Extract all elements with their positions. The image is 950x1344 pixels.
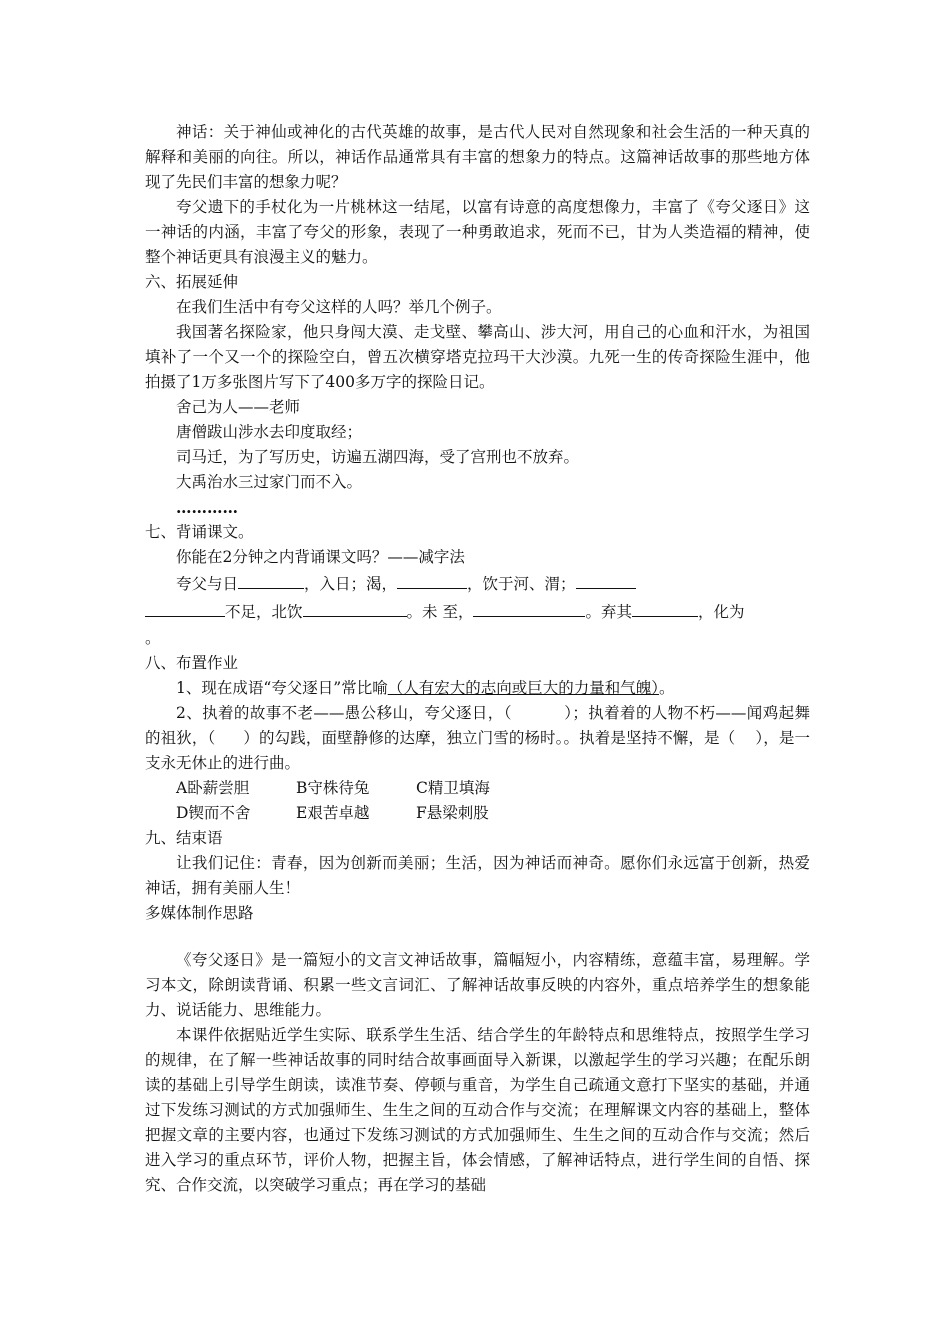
paragraph-multimedia-2: 本课件依据贴近学生实际、联系学生生活、结合学生的年龄特点和思维特点，按照学生学习的规律，在了解一些神话故事的同时结合故事画面导入新课，以激起学生的学习兴趣；在配乐朗读的基础上引导学生朗读，读准节奏、停顿与重音，为学生自己疏通文意打下坚实的基础，并通过下发练习测试的方式加强师生、生生之间的互动合作与交流；在理解课文内容的基础上，整体把握文章的主要内容，也通过下发练习测试的方式加强师生、生生之间的互动合作与交流；然后进入学习的重点环节，评价人物，把握主旨，体会情感，了解神话特点，进行学生间的自悟、探究、合作交流，以突破学习重点；再在学习的基础 <box>145 1026 810 1194</box>
blank-2[interactable] <box>397 574 467 589</box>
section-heading-9: 九、结束语 <box>145 829 223 847</box>
example-sima-qian: 司马迁，为了写历史，访遍五湖四海，受了宫刑也不放弃。 <box>176 448 580 466</box>
example-da-yu: 大禹治水三过家门而不入。 <box>176 473 363 491</box>
homework-1-end: 。 <box>658 679 675 697</box>
option-b: B守株待兔 <box>296 779 370 797</box>
ellipsis: ………… <box>176 498 238 517</box>
homework-2 <box>145 701 810 776</box>
spacer <box>145 926 810 948</box>
option-a: A卧薪尝胆 <box>176 779 250 797</box>
question-7: 你能在2分钟之内背诵课文吗？——减字法 <box>176 548 465 566</box>
blank-3[interactable] <box>576 574 636 589</box>
homework-1-answer: （人有宏大的志向或巨大的力量和气魄） <box>387 679 659 697</box>
example-teacher: 舍己为人——老师 <box>176 398 301 416</box>
example-tang-seng: 唐僧跋山涉水去印度取经； <box>176 423 363 441</box>
paragraph-multimedia-1: 《夸父逐日》是一篇短小的文言文神话故事，篇幅短小，内容精练，意蕴丰富，易理解。学习本文，除朗读背诵、积累一些文言词汇、了解神话故事反映的内容外，重点培养学生的想象能力、说话能力、思维能力。 <box>145 951 810 1019</box>
paragraph-explorer: 我国著名探险家，他只身闯大漠、走戈壁、攀高山、涉大河，用自己的心血和汗水，为祖国填补了一个又一个的探险空白，曾五次横穿塔克拉玛干大沙漠。九死一生的传奇探险生涯中，他拍摄了1万多张图片写下了400多万字的探险日记。 <box>145 323 810 391</box>
options-row-1 <box>145 776 810 801</box>
document-body <box>145 120 810 1198</box>
paragraph-myth-definition: 神话：关于神仙或神化的古代英雄的故事，是古代人民对自然现象和社会生活的一种天真的解释和美丽的向往。所以，神话作品通常具有丰富的想象力的特点。这篇神话故事的那些地方体现了先民们丰富的想象力呢？ <box>145 123 810 191</box>
blank-1[interactable] <box>238 574 304 589</box>
homework-2-text-d: ），是一支永无休止的进行曲。 <box>145 729 810 772</box>
fill-text-f: 。弃其 <box>585 603 632 621</box>
options-row-2 <box>145 801 810 826</box>
question-6: 在我们生活中有夸父这样的人吗？举几个例子。 <box>176 298 502 316</box>
fill-in-recitation <box>145 570 810 626</box>
fill-text-b: ，入日；渴， <box>304 575 398 593</box>
paragraph-closing: 让我们记住：青春，因为创新而美丽；生活，因为神话而神奇。愿你们永远富于创新，热爱神话，拥有美丽人生！ <box>145 854 810 897</box>
homework-1-text: 1、现在成语“夸父逐日”常比喻 <box>176 679 388 697</box>
paragraph-staff-ending: 夸父遗下的手杖化为一片桃林这一结尾，以富有诗意的高度想像力，丰富了《夸父逐日》这一神话的内涵，丰富了夸父的形象，表现了一种勇敢追求，死而不已，甘为人类造福的精神，使整个神话更具有浪漫主义的魅力。 <box>145 198 810 266</box>
option-f: F悬梁刺股 <box>416 804 489 822</box>
fill-text-d: 不足，北饮 <box>225 603 303 621</box>
blank-5[interactable] <box>303 602 407 617</box>
fill-text-a: 夸父与日 <box>176 575 239 593</box>
multimedia-heading: 多媒体制作思路 <box>145 904 254 922</box>
section-heading-6: 六、拓展延伸 <box>145 273 239 291</box>
section-heading-7: 七、背诵课文。 <box>145 523 254 541</box>
homework-2-text-a: 2、执着的故事不老——愚公移山，夸父逐日，（ <box>176 704 512 722</box>
homework-1 <box>145 676 810 701</box>
fill-end-mark: 。 <box>145 629 161 647</box>
option-c: C精卫填海 <box>416 779 490 797</box>
homework-2-text-b: ）；执着着的人物不朽——闻鸡起舞的祖狄，（ <box>145 704 810 747</box>
fill-text-c: ，饮于河、渭； <box>467 575 576 593</box>
section-heading-8: 八、布置作业 <box>145 654 239 672</box>
fill-text-g: ，化为 <box>697 603 745 621</box>
option-e: E艰苦卓越 <box>296 804 370 822</box>
option-d: D锲而不舍 <box>176 804 251 822</box>
blank-7[interactable] <box>632 602 698 617</box>
fill-text-e: 。未 至， <box>406 603 474 621</box>
blank-4[interactable] <box>145 602 225 617</box>
blank-6[interactable] <box>473 602 585 617</box>
homework-2-text-c: ）的勾践，面壁静修的达摩，独立门雪的杨时。。执着是坚持不懈，是（ <box>243 729 736 747</box>
